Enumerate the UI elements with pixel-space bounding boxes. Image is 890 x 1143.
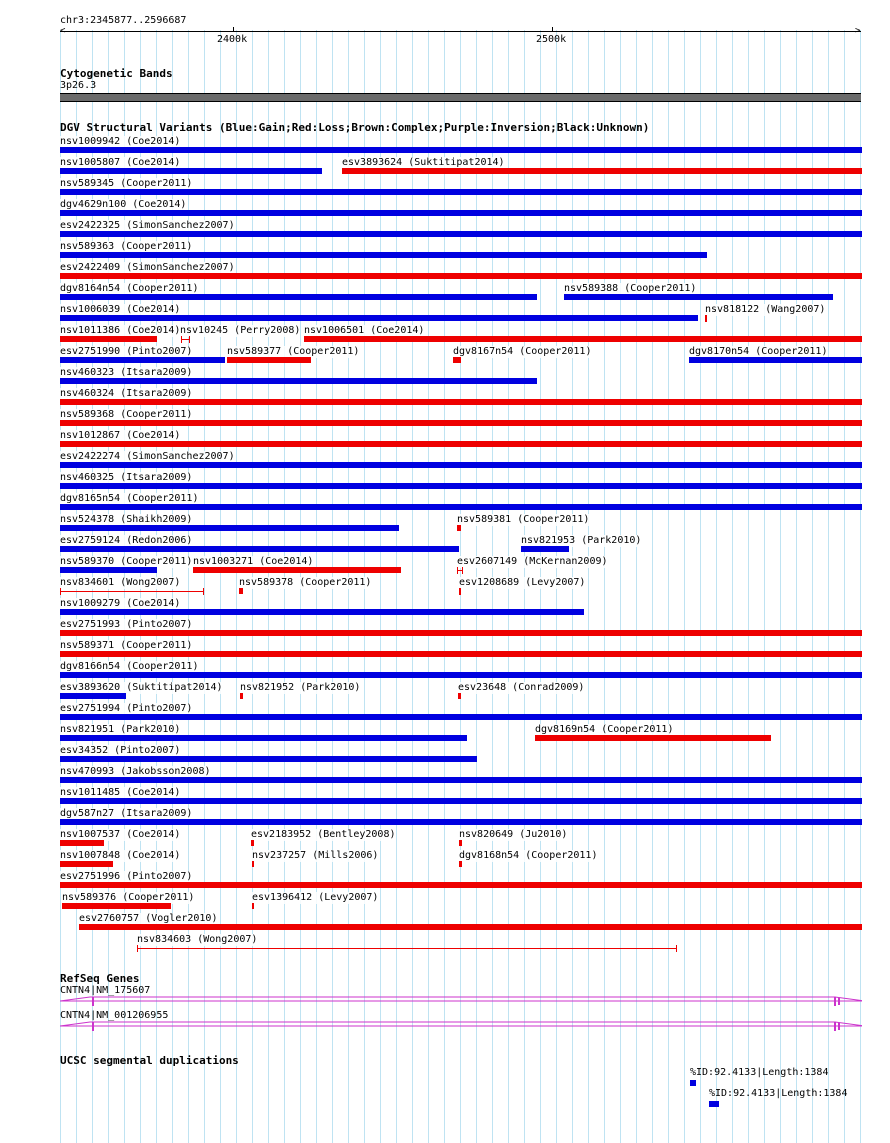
variant-feature[interactable] [60,756,477,762]
variant-label[interactable]: nsv524378 (Shaikh2009) [60,514,193,525]
dgv-track-title[interactable]: DGV Structural Variants (Blue:Gain;Red:Loss;Brown:Complex;Purple:Inversion;Black:Unknown) [60,121,650,134]
variant-feature[interactable] [60,189,862,195]
variant-label[interactable]: esv34352 (Pinto2007) [60,745,181,756]
variant-feature[interactable] [79,924,862,930]
segdup-label[interactable]: %ID:92.4133|Length:1384 [690,1067,829,1078]
variant-label[interactable]: nsv1011485 (Coe2014) [60,787,181,798]
variant-feature[interactable] [60,819,862,825]
variant-label[interactable]: nsv820649 (Ju2010) [459,829,568,840]
variant-label[interactable]: dgv8169n54 (Cooper2011) [535,724,674,735]
variant-feature[interactable] [60,567,157,573]
variant-label[interactable]: nsv1003271 (Coe2014) [193,556,314,567]
variant-feature[interactable] [304,336,862,342]
variant-label[interactable]: esv2183952 (Bentley2008) [251,829,396,840]
variant-feature[interactable] [459,840,462,846]
variant-feature[interactable] [60,777,862,783]
variant-label[interactable]: esv2751996 (Pinto2007) [60,871,193,882]
variant-label[interactable]: esv3893624 (Suktitipat2014) [342,157,505,168]
gridline [444,30,445,1143]
variant-feature[interactable] [60,735,467,741]
variant-label[interactable]: dgv8167n54 (Cooper2011) [453,346,592,357]
variant-label[interactable]: nsv1012867 (Coe2014) [60,430,181,441]
variant-label[interactable]: nsv821951 (Park2010) [60,724,181,735]
gridline [716,30,717,1143]
variant-label[interactable]: nsv834601 (Wong2007) [60,577,181,588]
variant-feature[interactable] [60,168,322,174]
gridline [412,30,413,1143]
segdup-feature[interactable] [709,1101,719,1107]
variant-label[interactable]: esv2607149 (McKernan2009) [457,556,608,567]
gridline [604,30,605,1143]
variant-feature[interactable] [137,945,677,952]
variant-feature[interactable] [60,399,862,405]
ruler-axis [60,31,861,32]
ruler-tick-label: 2500k [536,34,567,45]
gridline [620,30,621,1143]
ruler-left-arrow: < [60,26,66,36]
variant-label[interactable]: nsv1006501 (Coe2014) [304,325,425,336]
gridline [780,30,781,1143]
variant-feature[interactable] [60,357,225,363]
variant-feature[interactable] [60,546,459,552]
variant-label[interactable]: esv2422409 (SimonSanchez2007) [60,262,235,273]
variant-label[interactable]: nsv589345 (Cooper2011) [60,178,193,189]
gene-label[interactable]: CNTN4|NM_175607 [60,985,151,996]
variant-label[interactable]: nsv10245 (Perry2008) [180,325,301,336]
gridline [764,30,765,1143]
segdup-track-title[interactable]: UCSC segmental duplications [60,1054,239,1067]
variant-label[interactable]: nsv1011386 (Coe2014) [60,325,181,336]
variant-feature[interactable] [60,588,204,595]
variant-feature[interactable] [251,840,254,846]
variant-label[interactable]: nsv589371 (Cooper2011) [60,640,193,651]
variant-feature[interactable] [252,861,254,867]
variant-label[interactable]: nsv818122 (Wang2007) [705,304,826,315]
variant-feature[interactable] [60,651,862,657]
variant-label[interactable]: nsv1006039 (Coe2014) [60,304,181,315]
ruler-tick [233,27,234,32]
gridline [636,30,637,1143]
variant-label[interactable]: esv2751990 (Pinto2007) [60,346,193,357]
variant-label[interactable]: esv1396412 (Levy2007) [252,892,379,903]
variant-label[interactable]: nsv589370 (Cooper2011) [60,556,193,567]
variant-label[interactable]: nsv589378 (Cooper2011) [239,577,372,588]
variant-feature[interactable] [60,483,862,489]
gridline [588,30,589,1143]
variant-feature[interactable] [60,672,862,678]
variant-label[interactable]: nsv1007848 (Coe2014) [60,850,181,861]
segdup-label[interactable]: %ID:92.4133|Length:1384 [709,1088,848,1099]
variant-label[interactable]: esv2760757 (Vogler2010) [79,913,218,924]
variant-feature[interactable] [60,861,113,867]
range-label: chr3:2345877..2596687 [60,15,187,26]
variant-feature[interactable] [459,588,461,595]
gridline [380,30,381,1143]
variant-label[interactable]: nsv589368 (Cooper2011) [60,409,193,420]
gridline [732,30,733,1143]
variant-feature[interactable] [60,840,104,846]
variant-feature[interactable] [60,147,862,153]
variant-label[interactable]: esv2751994 (Pinto2007) [60,703,193,714]
variant-feature[interactable] [181,336,190,343]
variant-feature[interactable] [252,903,254,909]
variant-feature[interactable] [60,609,584,615]
variant-feature[interactable] [62,903,171,909]
variant-label[interactable]: nsv589388 (Cooper2011) [564,283,697,294]
gridline [748,30,749,1143]
gridline [812,30,813,1143]
gridline [860,30,861,1143]
gene-model[interactable] [60,995,862,1007]
variant-label[interactable]: nsv821953 (Park2010) [521,535,642,546]
variant-label[interactable]: nsv821952 (Park2010) [240,682,361,693]
variant-feature[interactable] [60,882,862,888]
variant-feature[interactable] [60,525,399,531]
variant-label[interactable]: dgv587n27 (Itsara2009) [60,808,193,819]
refseq-track-title[interactable]: RefSeq Genes [60,972,140,985]
variant-feature[interactable] [535,735,771,741]
gridline [204,30,205,1143]
variant-feature[interactable] [457,567,463,574]
gridline [396,30,397,1143]
variant-label[interactable]: esv2422325 (SimonSanchez2007) [60,220,235,231]
variant-label[interactable]: esv2422274 (SimonSanchez2007) [60,451,235,462]
variant-label[interactable]: nsv1007537 (Coe2014) [60,829,181,840]
variant-feature[interactable] [60,252,707,258]
gridline [428,30,429,1143]
variant-feature[interactable] [458,693,461,699]
gridline [828,30,829,1143]
variant-label[interactable]: esv23648 (Conrad2009) [458,682,585,693]
cyto-track-title[interactable]: Cytogenetic Bands [60,67,173,80]
variant-feature[interactable] [239,588,243,594]
ruler-right-arrow: > [855,26,861,36]
ruler-tick-label: 2400k [217,34,248,45]
variant-label[interactable]: nsv460324 (Itsara2009) [60,388,193,399]
variant-label[interactable]: nsv237257 (Mills2006) [252,850,379,861]
variant-label[interactable]: nsv1005807 (Coe2014) [60,157,181,168]
gridline [796,30,797,1143]
gridline [220,30,221,1143]
cyto-band-label: 3p26.3 [60,80,97,91]
variant-label[interactable]: esv2751993 (Pinto2007) [60,619,193,630]
variant-feature[interactable] [564,294,833,300]
variant-label[interactable]: dgv8164n54 (Cooper2011) [60,283,199,294]
gridline [668,30,669,1143]
variant-label[interactable]: nsv834603 (Wong2007) [137,934,258,945]
gridline [236,30,237,1143]
variant-feature[interactable] [60,462,862,468]
variant-feature[interactable] [60,714,862,720]
variant-label[interactable]: nsv589377 (Cooper2011) [227,346,360,357]
variant-feature[interactable] [60,336,157,342]
variant-feature[interactable] [60,294,537,300]
gene-model[interactable] [60,1020,862,1032]
variant-feature[interactable] [240,693,243,699]
variant-feature[interactable] [689,357,862,363]
gridline [652,30,653,1143]
variant-feature[interactable] [60,231,862,237]
gridline [684,30,685,1143]
variant-label[interactable]: nsv589376 (Cooper2011) [62,892,195,903]
variant-label[interactable]: nsv470993 (Jakobsson2008) [60,766,211,777]
variant-label[interactable]: nsv1009942 (Coe2014) [60,136,181,147]
variant-label[interactable]: nsv1009279 (Coe2014) [60,598,181,609]
variant-feature[interactable] [60,504,862,510]
variant-feature[interactable] [459,861,462,867]
variant-feature[interactable] [227,357,311,363]
variant-label[interactable]: nsv589381 (Cooper2011) [457,514,590,525]
variant-feature[interactable] [521,546,569,552]
variant-feature[interactable] [342,168,862,174]
variant-feature[interactable] [60,441,862,447]
variant-feature[interactable] [60,630,862,636]
variant-feature[interactable] [60,420,862,426]
gene-label[interactable]: CNTN4|NM_001206955 [60,1010,169,1021]
variant-label[interactable]: dgv8168n54 (Cooper2011) [459,850,598,861]
variant-feature[interactable] [60,315,698,321]
gridline [188,30,189,1143]
cyto-band-bar[interactable] [60,93,861,102]
variant-feature[interactable] [60,273,862,279]
variant-label[interactable]: nsv589363 (Cooper2011) [60,241,193,252]
variant-label[interactable]: dgv8166n54 (Cooper2011) [60,661,199,672]
variant-label[interactable]: dgv8165n54 (Cooper2011) [60,493,199,504]
variant-feature[interactable] [60,798,862,804]
ruler-tick [552,27,553,32]
variant-feature[interactable] [60,378,537,384]
variant-feature[interactable] [193,567,401,573]
variant-label[interactable]: esv3893620 (Suktitipat2014) [60,682,223,693]
variant-label[interactable]: dgv4629n100 (Coe2014) [60,199,187,210]
variant-feature[interactable] [60,210,862,216]
variant-label[interactable]: esv2759124 (Redon2006) [60,535,193,546]
variant-feature[interactable] [453,357,461,363]
gridline [700,30,701,1143]
variant-label[interactable]: esv1208689 (Levy2007) [459,577,586,588]
gridline [844,30,845,1143]
variant-label[interactable]: dgv8170n54 (Cooper2011) [689,346,828,357]
variant-feature[interactable] [457,525,461,531]
variant-feature[interactable] [705,315,707,322]
variant-label[interactable]: nsv460323 (Itsara2009) [60,367,193,378]
variant-feature[interactable] [60,693,126,699]
variant-label[interactable]: nsv460325 (Itsara2009) [60,472,193,483]
segdup-feature[interactable] [690,1080,696,1086]
